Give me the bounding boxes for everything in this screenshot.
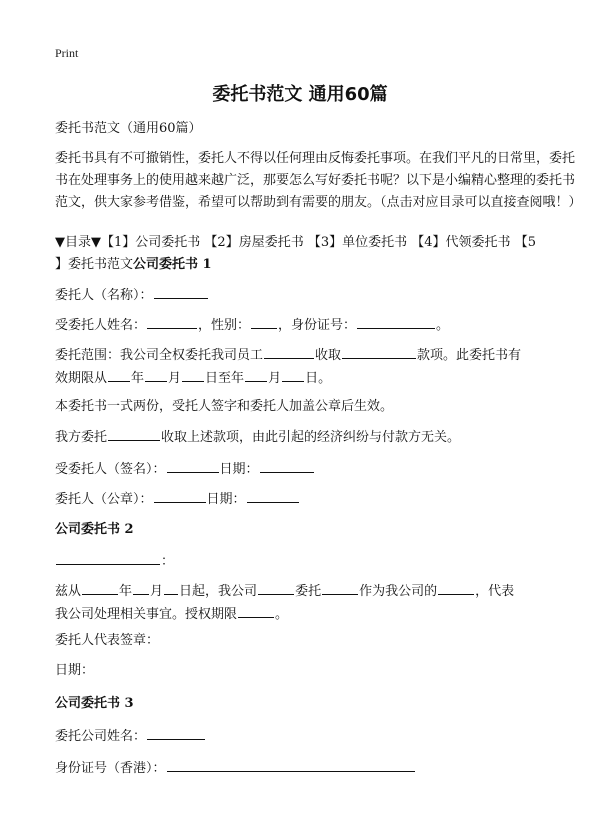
print-link[interactable]: Print (55, 46, 79, 60)
toc-item-1[interactable]: 【1】公司委托书 (101, 235, 201, 250)
entrust-line: 我方委托 收取上述款项，由此引起的经济纠纷与付款方无关。 (55, 426, 460, 449)
date-line: 日期： (55, 663, 95, 678)
blank-field (438, 580, 474, 595)
toc-item-5-end[interactable]: 】委托书范文 (55, 257, 134, 272)
blank-field (282, 367, 304, 382)
toc-item-5-start[interactable]: 【5 (514, 235, 536, 250)
principal-seal-line: 委托人（公章）： 日期： (55, 488, 300, 511)
intro-paragraph: 委托书具有不可撤销性，委托人不得以任何理由反悔委托事项。在我们平凡的日常里，委托书在处理事务上的使用越来越广泛，那要怎么写好委托书呢？以下是小编精心整理的委托书范文，供大家参考借鉴，希望可以帮助到有需要的朋友。（点击对应目录可以直接查阅哦！） (55, 151, 582, 210)
blank-field (258, 580, 294, 595)
blank-field (247, 488, 299, 503)
toc-item-3[interactable]: 【3】单位委托书 (307, 235, 408, 250)
blank-field (145, 367, 167, 382)
copies-line: 本委托书一式两份，受托人签字和委托人加盖公章后生效。 (55, 399, 394, 414)
blank-field (108, 426, 160, 441)
table-of-contents (55, 232, 575, 276)
blank-field (56, 550, 160, 565)
blank-field (167, 757, 415, 772)
blank-field (164, 580, 178, 595)
blank-field (260, 458, 314, 473)
blank-field (251, 314, 277, 329)
agent-sign-line: 受委托人（签名）： 日期： (55, 458, 315, 481)
section-heading-1: 公司委托书 1 (133, 257, 212, 272)
blank-field (342, 344, 416, 359)
blank-field (154, 284, 208, 299)
blank-field (82, 580, 118, 595)
blank-field (108, 367, 130, 382)
company-name-line: 委托公司姓名： (55, 725, 206, 748)
blank-field (357, 314, 435, 329)
subtitle: 委托书范文（通用60篇） (55, 121, 202, 136)
toc-item-2[interactable]: 【2】房屋委托书 (204, 235, 304, 250)
section-heading-2: 公司委托书 2 (55, 522, 134, 537)
principal-line: 委托人（名称）： (55, 284, 209, 307)
blank-field (154, 488, 206, 503)
agent-line: 受委托人姓名： ，性别： ，身份证号： 。 (55, 314, 449, 337)
rep-sign-line: 委托人代表签章： (55, 633, 160, 648)
toc-item-4[interactable]: 【4】代领委托书 (411, 235, 511, 250)
blank-field (147, 314, 197, 329)
blank-field (238, 603, 274, 618)
blank-field (167, 458, 219, 473)
blank-field (245, 367, 267, 382)
section-heading-3: 公司委托书 3 (55, 696, 134, 711)
toc-label: ▼目录▼ (55, 235, 101, 250)
blank-field (147, 725, 205, 740)
blank-field (322, 580, 358, 595)
page-title: 委托书范文 通用60篇 (212, 84, 388, 105)
addressee-line: ： (55, 550, 174, 573)
blank-field (264, 344, 314, 359)
blank-field (133, 580, 149, 595)
blank-field (182, 367, 204, 382)
scope-paragraph: 委托范围：我公司全权委托我司员工 收取 款项。此委托书有 效期限从 年 月 日至年 月 日。 (55, 344, 575, 390)
authorization-paragraph: 兹从 年 月 日起，我公司 委托 作为我公司的 ，代表 我公司处理相关事宜。授权期限 。 (55, 580, 575, 626)
id-hk-line: 身份证号（香港）： (55, 757, 416, 780)
